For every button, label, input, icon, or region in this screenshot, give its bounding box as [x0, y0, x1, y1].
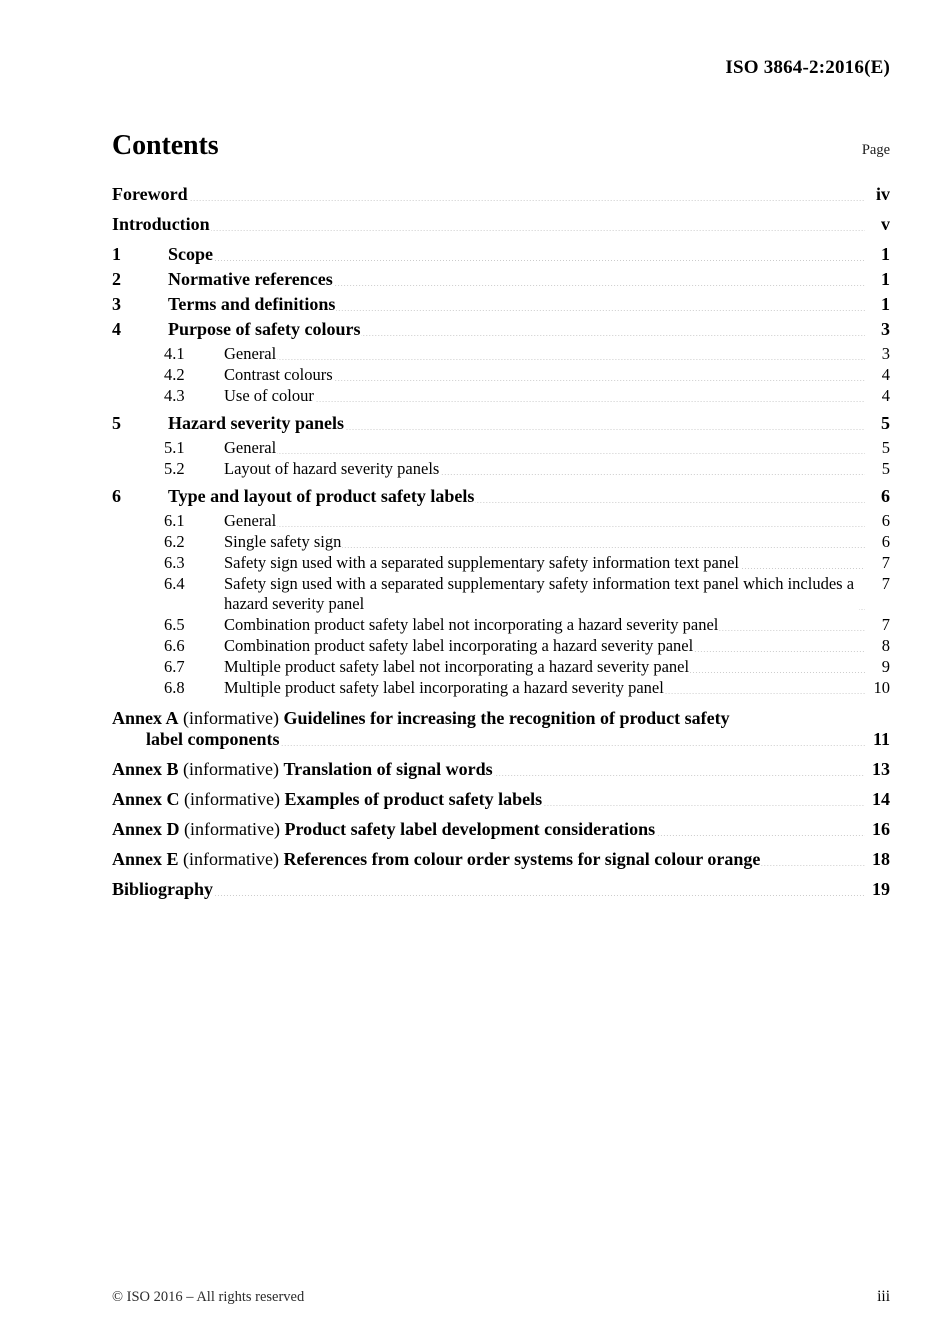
clause-number: 2 [112, 269, 121, 289]
toc-entry-subclause-6-1[interactable] [112, 511, 890, 531]
annex-kind: (informative) [184, 789, 280, 809]
table-of-contents [112, 184, 890, 909]
toc-entry-body [112, 184, 890, 205]
toc-entry-label: Combination product safety label incorporating a hazard severity panel [224, 636, 694, 655]
toc-entry-page: iv [875, 184, 890, 204]
toc-entry-body [224, 657, 890, 677]
annex-kind: (informative) [183, 849, 279, 869]
toc-entry-body [168, 413, 890, 434]
subclause-number: 6.2 [164, 532, 185, 551]
leader-dots [859, 609, 865, 610]
toc-entry-subclause-5-2[interactable] [112, 459, 890, 479]
clause-number: 6 [112, 486, 121, 506]
toc-entry-page: 5 [881, 413, 890, 433]
toc-entry-page: 3 [881, 319, 890, 339]
toc-entry-label: Single safety sign [224, 532, 342, 551]
leader-dots [440, 474, 865, 475]
toc-entry-introduction[interactable] [112, 214, 890, 235]
annex-title: Examples of product safety labels [284, 789, 543, 809]
annex-kind: (informative) [183, 708, 279, 728]
toc-entry-page: v [881, 214, 890, 234]
toc-entry-label: Purpose of safety colours [168, 319, 361, 339]
annex-tag: Annex C [112, 789, 180, 809]
toc-entry-body [112, 789, 890, 810]
toc-entry-page: 19 [872, 879, 890, 899]
toc-entry-body [224, 636, 890, 656]
annex-tag: Annex E [112, 849, 179, 869]
toc-entry-subclause-6-2[interactable] [112, 532, 890, 552]
annex-label [112, 849, 760, 870]
toc-entry-label: Bibliography [112, 879, 214, 899]
toc-entry-page: 6 [881, 486, 890, 506]
toc-entry-clause-3[interactable] [112, 294, 890, 315]
copyright-notice: © ISO 2016 – All rights reserved [112, 1289, 305, 1305]
toc-entry-page: 10 [873, 678, 890, 697]
subclause-number: 6.8 [164, 678, 185, 697]
leader-dots [345, 429, 865, 430]
toc-entry-subclause-6-4[interactable] [112, 574, 890, 614]
toc-entry-label: Use of colour [224, 386, 314, 405]
clause-number: 5 [112, 413, 121, 433]
toc-entry-label: Terms and definitions [168, 294, 336, 314]
toc-entry-clause-6[interactable] [112, 486, 890, 507]
toc-entry-page: 4 [881, 386, 890, 405]
toc-entry-page: 7 [881, 615, 890, 634]
toc-entry-body [168, 294, 890, 315]
toc-entry-label: Safety sign used with a separated supplementary safety information text panel [224, 553, 740, 572]
leader-dots [740, 568, 865, 569]
toc-entry-subclause-4-3[interactable] [112, 386, 890, 406]
annex-title: References from colour order systems for signal colour orange [283, 849, 761, 869]
toc-entry-body [224, 532, 890, 552]
toc-entry-annex-b[interactable] [112, 759, 890, 780]
toc-entry-label: Scope [168, 244, 213, 264]
contents-heading-row [112, 131, 890, 162]
toc-entry-label: Type and layout of product safety labels [168, 486, 475, 506]
toc-entry-body [224, 615, 890, 635]
leader-dots [211, 230, 865, 231]
toc-entry-body [112, 759, 890, 780]
toc-entry-label: Foreword [112, 184, 188, 204]
leader-dots [656, 835, 865, 836]
toc-entry-annex-c[interactable] [112, 789, 890, 810]
toc-entry-clause-5[interactable] [112, 413, 890, 434]
toc-entry-label: General [224, 511, 277, 530]
subclause-number: 5.2 [164, 459, 185, 478]
toc-entry-page: 6 [881, 532, 890, 551]
toc-entry-label: General [224, 438, 277, 457]
toc-entry-body [112, 879, 890, 900]
toc-entry-body [224, 574, 890, 614]
toc-entry-body [168, 319, 890, 340]
toc-entry-body [224, 459, 890, 479]
toc-entry-label: Hazard severity panels [168, 413, 344, 433]
toc-entry-page: 8 [881, 636, 890, 655]
annex-tag: Annex A [112, 708, 179, 728]
toc-entry-label: General [224, 344, 277, 363]
toc-entry-label: Multiple product safety label incorporating a hazard severity panel [224, 678, 664, 697]
subclause-number: 4.1 [164, 344, 185, 363]
toc-entry-bibliography[interactable] [112, 879, 890, 900]
toc-entry-body [224, 438, 890, 458]
annex-title: Product safety label development considerations [284, 819, 656, 839]
toc-entry-page: 11 [872, 729, 890, 749]
toc-entry-page: 3 [881, 344, 890, 363]
toc-entry-page: 5 [881, 438, 890, 457]
toc-entry-body [224, 365, 890, 385]
toc-entry-clause-2[interactable] [112, 269, 890, 290]
toc-entry-subclause-6-8[interactable] [112, 678, 890, 698]
leader-dots [543, 805, 865, 806]
annex-title-line-2 [112, 729, 890, 750]
leader-dots [214, 260, 865, 261]
toc-entry-page: 6 [881, 511, 890, 530]
toc-entry-subclause-6-3[interactable] [112, 553, 890, 573]
toc-entry-page: 7 [881, 574, 890, 593]
toc-entry-page: 7 [881, 553, 890, 572]
toc-entry-page: 14 [872, 789, 890, 809]
subclause-number: 5.1 [164, 438, 185, 457]
toc-entry-subclause-4-2[interactable] [112, 365, 890, 385]
footer-page-number: iii [877, 1288, 890, 1305]
toc-entry-label: Introduction [112, 214, 210, 234]
toc-entry-body [168, 269, 890, 290]
toc-entry-page: 9 [881, 657, 890, 676]
leader-dots [665, 693, 865, 694]
leader-dots [214, 895, 865, 896]
toc-entry-clause-4[interactable] [112, 319, 890, 340]
leader-dots [189, 200, 865, 201]
annex-tag: Annex D [112, 819, 180, 839]
leader-dots [342, 547, 865, 548]
toc-entry-label: Safety sign used with a separated supplementary safety information text panel which includes a hazard severity panel [224, 574, 855, 613]
clause-number: 3 [112, 294, 121, 314]
annex-kind: (informative) [184, 819, 280, 839]
toc-entry-body [168, 486, 890, 507]
page-column-label: Page [861, 142, 890, 158]
subclause-number: 6.7 [164, 657, 185, 676]
toc-entry-subclause-4-1[interactable] [112, 344, 890, 364]
toc-entry-subclause-6-7[interactable] [112, 657, 890, 677]
annex-label [112, 789, 542, 810]
toc-entry-label: Normative references [168, 269, 333, 289]
subclause-number: 6.5 [164, 615, 185, 634]
annex-label [112, 759, 493, 780]
toc-entry-page: 4 [881, 365, 890, 384]
annex-tag: Annex B [112, 759, 179, 779]
document-reference-header: ISO 3864-2:2016(E) [725, 57, 890, 78]
toc-entry-annex-e[interactable] [112, 849, 890, 870]
toc-entry-page: 1 [881, 269, 890, 289]
leader-dots [277, 526, 865, 527]
annex-label [112, 819, 655, 840]
clause-number: 1 [112, 244, 121, 264]
annex-title-continued: label components [146, 729, 280, 749]
toc-entry-body [168, 244, 890, 265]
clause-number: 4 [112, 319, 121, 339]
leader-dots [475, 502, 865, 503]
toc-entry-page: 18 [872, 849, 890, 869]
subclause-number: 4.3 [164, 386, 185, 405]
toc-entry-body [112, 849, 890, 870]
subclause-number: 6.4 [164, 574, 185, 593]
toc-entry-label: Combination product safety label not incorporating a hazard severity panel [224, 615, 719, 634]
subclause-number: 6.1 [164, 511, 185, 530]
leader-dots [334, 380, 865, 381]
toc-entry-subclause-6-6[interactable] [112, 636, 890, 656]
toc-entry-body [112, 214, 890, 235]
toc-entry-body [112, 819, 890, 840]
toc-entry-subclause-6-5[interactable] [112, 615, 890, 635]
page-title: Contents [112, 130, 219, 161]
toc-entry-label: Layout of hazard severity panels [224, 459, 440, 478]
subclause-number: 6.6 [164, 636, 185, 655]
leader-dots [761, 865, 865, 866]
toc-entry-foreword[interactable] [112, 184, 890, 205]
toc-entry-body [224, 678, 890, 698]
toc-entry-clause-1[interactable] [112, 244, 890, 265]
subclause-number: 6.3 [164, 553, 185, 572]
toc-entry-annex-d[interactable] [112, 819, 890, 840]
leader-dots [277, 453, 865, 454]
toc-entry-annex-a[interactable] [112, 708, 890, 750]
leader-dots [334, 285, 865, 286]
leader-dots [690, 672, 865, 673]
toc-entry-label: Multiple product safety label not incorporating a hazard severity panel [224, 657, 690, 676]
subclause-number: 4.2 [164, 365, 185, 384]
leader-dots [336, 310, 865, 311]
page-footer [112, 1288, 890, 1306]
toc-entry-page: 1 [881, 244, 890, 264]
toc-entry-page: 16 [872, 819, 890, 839]
toc-entry-body [224, 511, 890, 531]
annex-title: Translation of signal words [283, 759, 493, 779]
annex-kind: (informative) [183, 759, 279, 779]
toc-entry-label: Contrast colours [224, 365, 333, 384]
toc-entry-page: 5 [881, 459, 890, 478]
leader-dots [494, 775, 865, 776]
toc-entry-body [224, 344, 890, 364]
leader-dots [277, 359, 865, 360]
toc-entry-page: 1 [881, 294, 890, 314]
toc-entry-subclause-5-1[interactable] [112, 438, 890, 458]
leader-dots [719, 630, 865, 631]
leader-dots [694, 651, 865, 652]
toc-entry-page: 13 [872, 759, 890, 779]
toc-entry-body [224, 553, 890, 573]
annex-title: Guidelines for increasing the recognition of product safety [283, 708, 730, 728]
annex-title-line-1 [112, 708, 890, 729]
leader-dots [315, 401, 865, 402]
leader-dots [361, 335, 865, 336]
leader-dots [281, 745, 865, 746]
toc-entry-body [224, 386, 890, 406]
